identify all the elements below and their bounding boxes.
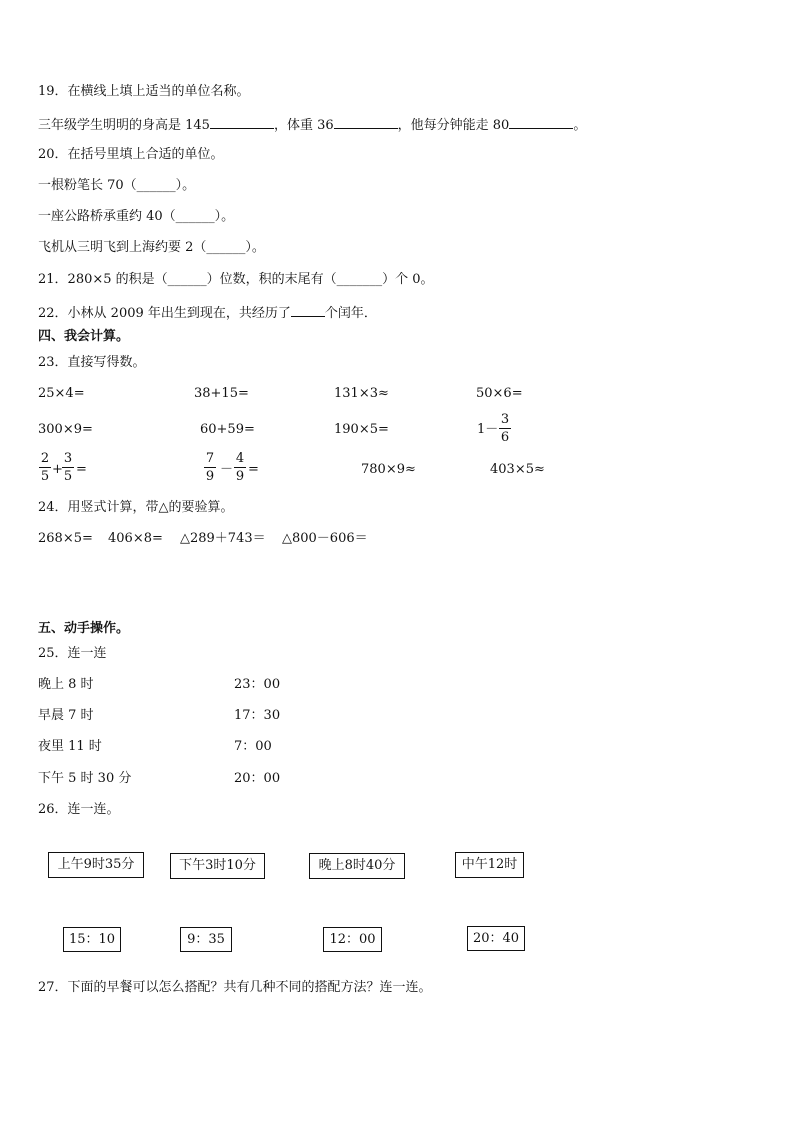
q24-title: 24．用竖式计算，带△的要验算。	[38, 500, 234, 515]
q23-item: 131×3≈	[334, 386, 389, 401]
equals-sign: =	[248, 462, 259, 477]
q25-left-item[interactable]: 早晨 7 时	[38, 708, 94, 723]
q21-text: 21．280×5 的积是（______）位数，积的末尾有（_______）个 0。	[38, 272, 434, 287]
q20-item-bridge: 一座公路桥承重约 40（______）。	[38, 209, 235, 224]
q25-left-item[interactable]: 下午 5 时 30 分	[38, 771, 132, 786]
q26-bottom-box[interactable]: 12：00	[323, 927, 382, 952]
q23-item: 403×5≈	[490, 462, 545, 477]
q23-title: 23．直接写得数。	[38, 355, 146, 370]
equals-sign: =	[76, 462, 87, 477]
q22-sentence	[38, 304, 377, 320]
q19-blank-height[interactable]	[210, 116, 274, 129]
q19-text-a: 三年级学生明明的身高是 145	[38, 118, 210, 133]
q25-right-item[interactable]: 23：00	[234, 677, 281, 692]
q26-title: 26．连一连。	[38, 802, 120, 817]
q24-item: 268×5=	[38, 531, 93, 546]
fraction-4-9: 4 9	[235, 451, 245, 484]
q23-item: 300×9=	[38, 422, 93, 437]
q25-right-item[interactable]: 17：30	[234, 708, 281, 723]
fraction-3-5: 3 5	[63, 451, 73, 484]
q22-blank[interactable]	[291, 304, 325, 317]
q27-text: 27．下面的早餐可以怎么搭配？共有几种不同的搭配方法？连一连。	[38, 980, 432, 995]
section5-title: 五、动手操作。	[38, 621, 130, 636]
q25-right-item[interactable]: 7：00	[234, 739, 272, 754]
section4-title: 四、我会计算。	[38, 329, 130, 344]
minus-sign: －	[220, 462, 234, 477]
q26-top-box[interactable]: 下午3时10分	[170, 853, 265, 879]
q19-sentence	[38, 116, 586, 132]
q19-blank-distance[interactable]	[509, 116, 573, 129]
q23-item: 50×6=	[476, 386, 523, 401]
q24-item: △289＋743＝	[180, 531, 266, 546]
q25-right-item[interactable]: 20：00	[234, 771, 281, 786]
q19-blank-weight[interactable]	[334, 116, 398, 129]
q20-item-plane: 飞机从三明飞到上海约要 2（______）。	[38, 240, 265, 255]
q23-item: 60+59=	[200, 422, 255, 437]
q22-text-a: 22．小林从 2009 年出生到现在，共经历了	[38, 306, 291, 321]
plus-sign: +	[52, 462, 63, 477]
q23-item: 25×4=	[38, 386, 85, 401]
q23-one-minus: 1－	[477, 422, 499, 437]
q23-item: 190×5=	[334, 422, 389, 437]
q23-item: 38+15=	[194, 386, 249, 401]
q24-item: △800－606＝	[282, 531, 368, 546]
q26-top-box[interactable]: 晚上8时40分	[309, 853, 405, 879]
q20-title: 20．在括号里填上合适的单位。	[38, 147, 224, 162]
q25-left-item[interactable]: 晚上 8 时	[38, 677, 94, 692]
fraction-2-5: 2 5	[40, 451, 50, 484]
q26-top-box[interactable]: 上午9时35分	[48, 852, 144, 878]
q23-item: 780×9≈	[361, 462, 416, 477]
q19-title: 19．在横线上填上适当的单位名称。	[38, 84, 250, 99]
q20-item-chalk: 一根粉笔长 70（______）。	[38, 178, 196, 193]
q19-text-d: 。	[573, 118, 587, 133]
q26-bottom-box[interactable]: 20：40	[467, 926, 525, 951]
fraction-3-6: 3 6	[500, 412, 510, 445]
q19-text-c: ，他每分钟能走 80	[397, 118, 510, 133]
fraction-7-9: 7 9	[205, 451, 215, 484]
q19-text-b: ，体重 36	[273, 118, 334, 133]
q25-title: 25．连一连	[38, 646, 107, 661]
q26-bottom-box[interactable]: 15：10	[63, 927, 121, 952]
q25-left-item[interactable]: 夜里 11 时	[38, 739, 102, 754]
q22-text-b: 个闰年．	[324, 306, 377, 321]
q24-item: 406×8=	[108, 531, 163, 546]
q26-bottom-box[interactable]: 9：35	[180, 927, 232, 952]
q26-top-box[interactable]: 中午12时	[455, 852, 524, 878]
